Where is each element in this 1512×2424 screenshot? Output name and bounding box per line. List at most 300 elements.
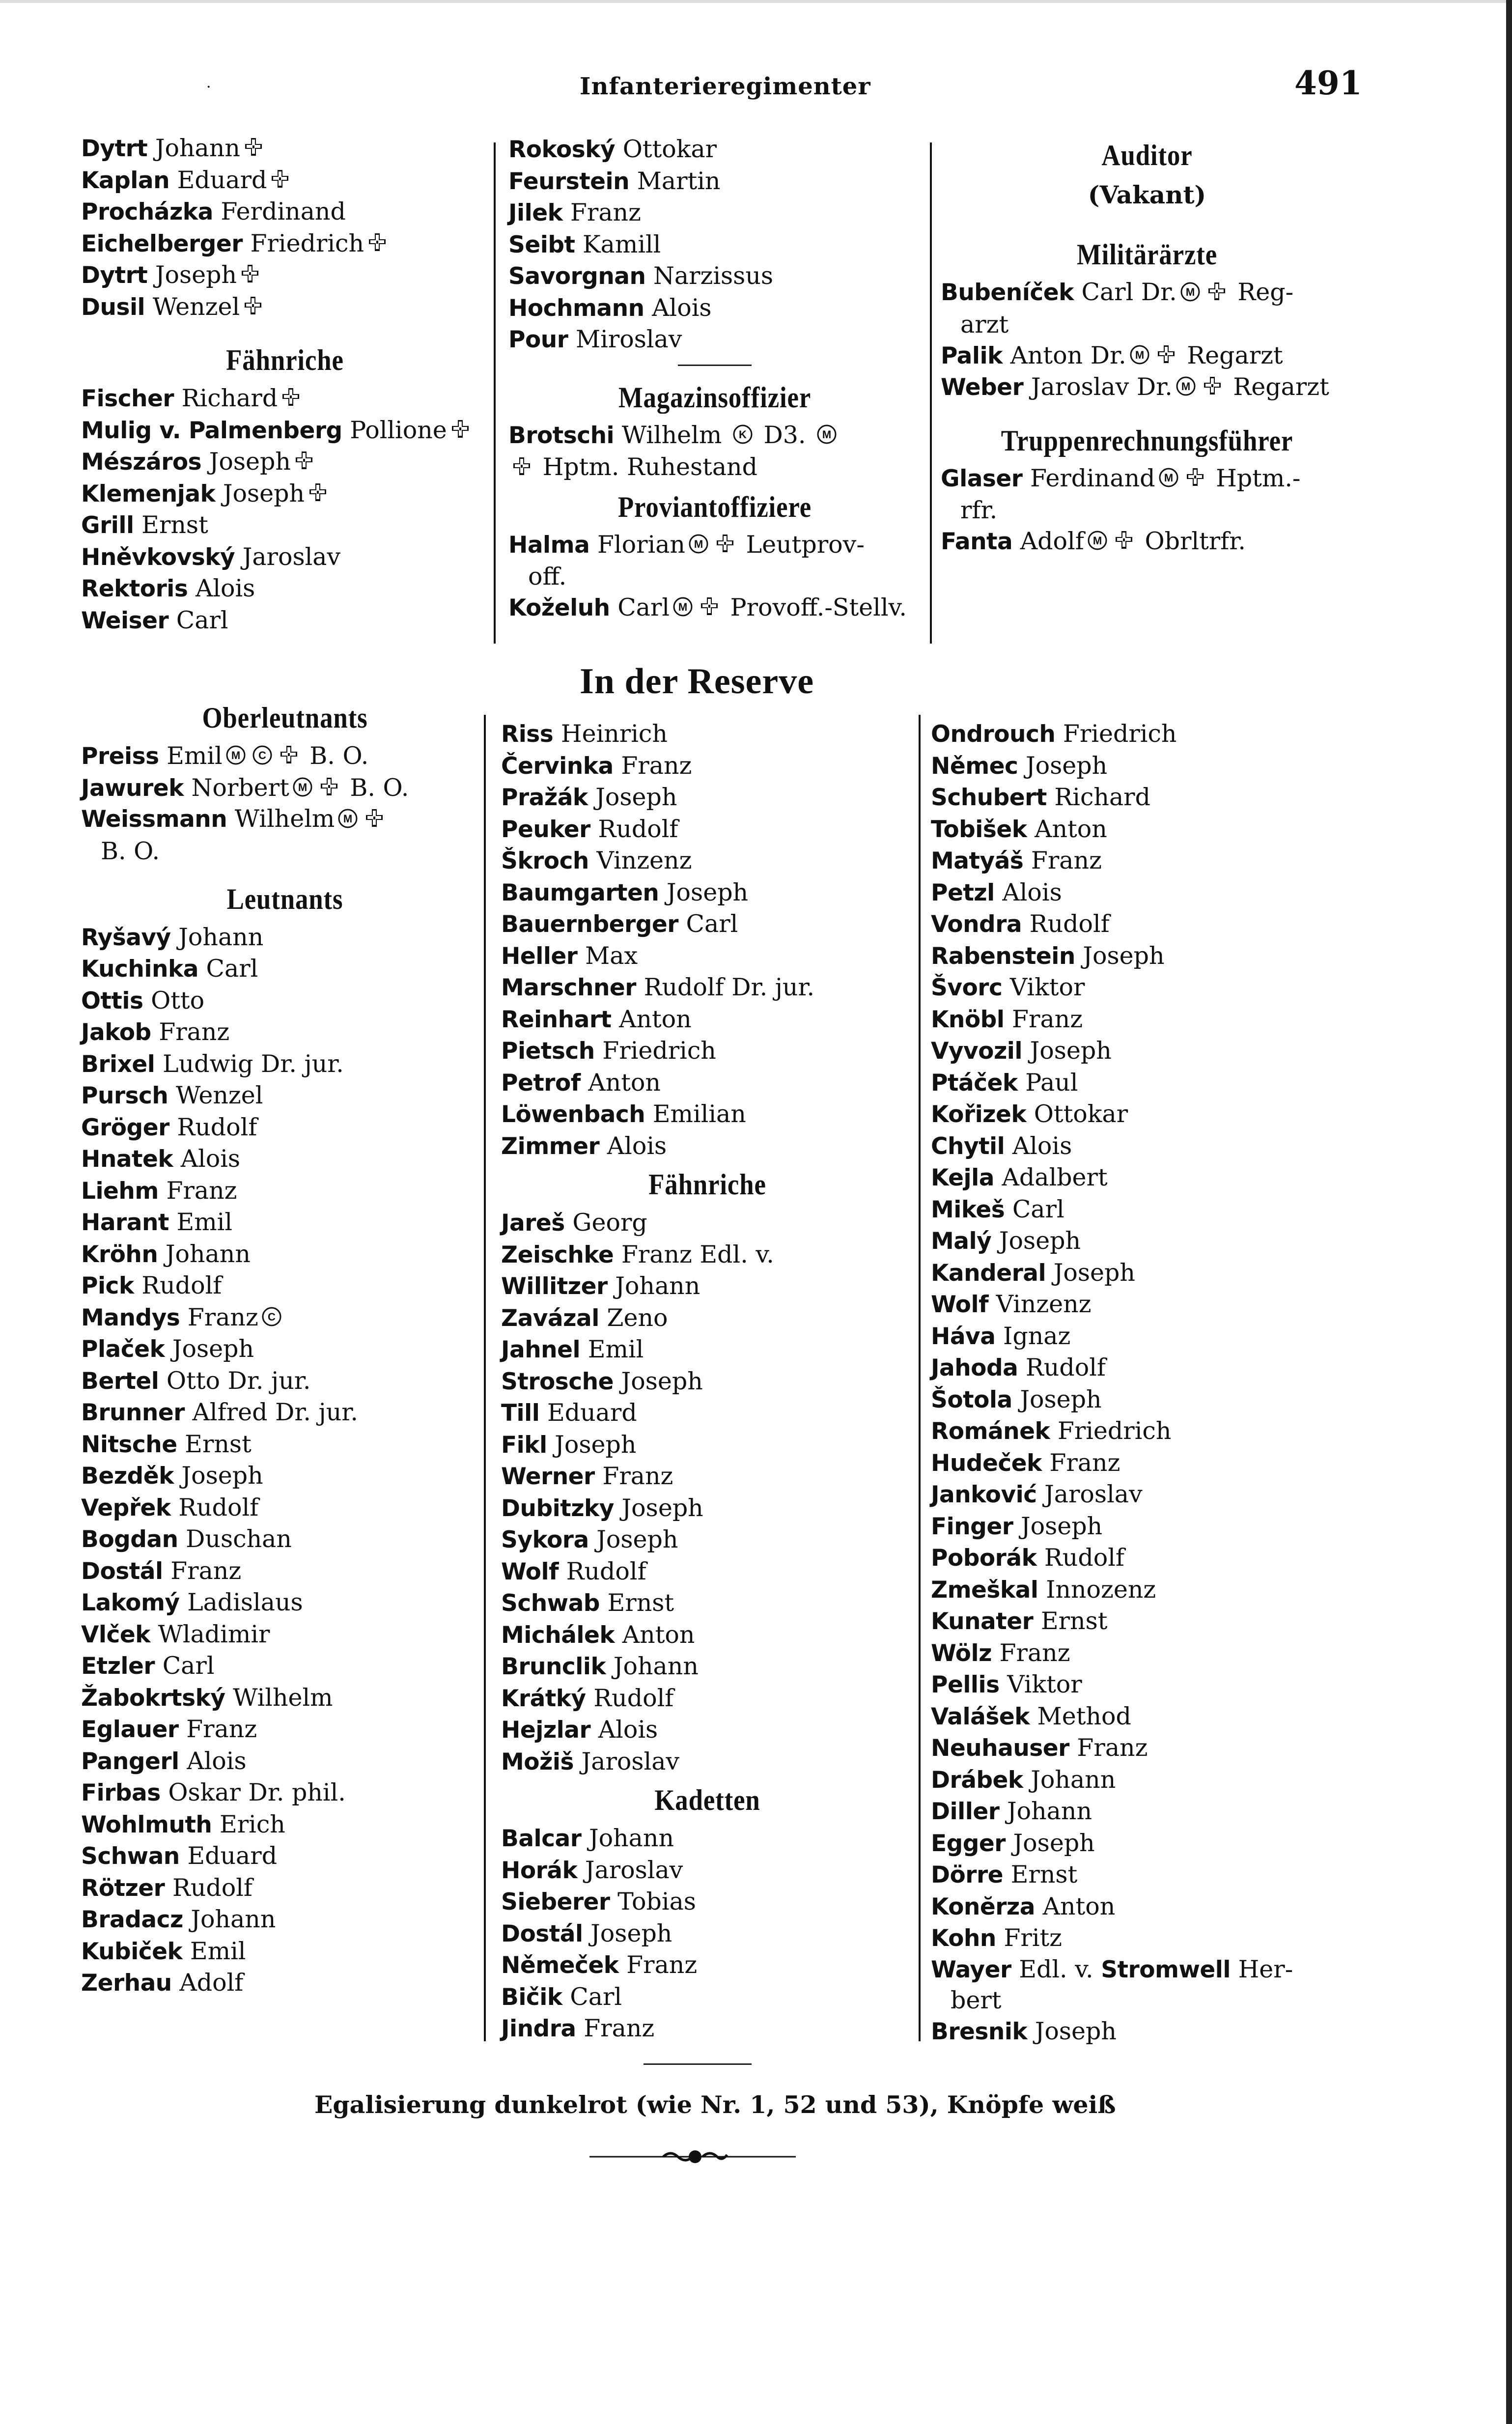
given-name: Otto [151,986,205,1015]
given-name: Vinzenz [596,846,692,874]
surname: Fischer [81,385,174,412]
surname: Kubiček [81,1938,183,1965]
given-name: Joseph [1020,1385,1102,1413]
surname: Bogdan [81,1526,178,1553]
given-name: Rudolf [177,1113,257,1141]
given-name: Vinzenz [996,1290,1092,1318]
rank-note: Hptm.- [1216,464,1301,492]
m-badge-icon [225,742,246,774]
c-badge-icon [252,742,273,774]
section-title: Oberleutnants [202,702,368,734]
list-item [81,478,489,510]
surname: Ottis [81,987,143,1015]
given-name: Erich [219,1810,285,1838]
surname: Kořizek [931,1101,1027,1128]
cross-icon [364,806,385,836]
section-title: Proviantoffiziere [617,490,812,523]
list-item [81,1080,489,1112]
surname: Jahnel [501,1336,581,1363]
list-item [501,1429,914,1461]
list-item [81,1746,489,1777]
list-item [931,1194,1344,1226]
list-item [81,133,489,165]
surname-extra: Stromwell [1101,1956,1231,1983]
surname: Matyáš [931,847,1024,874]
list-item [931,1004,1344,1036]
svg-text:M: M [822,428,832,441]
list-item [81,1365,489,1397]
given-name: Franz [159,1018,230,1046]
list-item [931,1384,1344,1416]
surname: Hochmann [508,294,644,322]
list-item [501,1886,914,1918]
rank-note: Obrltrfr. [1145,527,1246,555]
surname: Konĕrza [931,1893,1035,1920]
list-item [931,1859,1344,1891]
list-item [501,1397,914,1429]
list-item [501,1461,914,1493]
given-name: Franz [170,1556,242,1585]
surname: Zerhau [81,1970,172,1997]
entry-magazin: Brotschi Wilhelm K D3. M Hptm. Ruhestand [508,420,921,484]
header-dot: · [206,79,211,96]
given-name: Franz Edl. v. [621,1240,774,1268]
given-name: Wilhelm [234,805,335,833]
given-name: Carl [206,955,258,983]
given-name: Innozenz [1046,1575,1156,1604]
list-item [81,1460,489,1492]
footer-note: Egalisierung dunkelrot (wie Nr. 1, 52 und 53), Knöpfe weiß [314,2090,1116,2119]
name-list [931,718,1344,2047]
list-item [931,1035,1344,1067]
surname: Kanderal [931,1259,1046,1287]
rank-note-cont: off. [528,563,567,591]
given-name: Joseph [999,1227,1081,1255]
section-title: Fähnriche [648,1168,766,1201]
list-item [501,1239,914,1271]
given-name: Joseph [1026,751,1108,780]
section-title: Militärärzte [1076,238,1218,271]
list-item [81,1270,489,1302]
list-item [81,740,489,772]
list-item [941,463,1353,526]
given-name: Rudolf [1029,910,1110,938]
surname: Egger [931,1830,1006,1857]
list-item [81,1619,489,1651]
given-name: Franz [999,1638,1070,1667]
given-name: Kamill [583,230,661,258]
given-name: Alfred Dr. jur. [192,1398,358,1426]
rank-note-cont: rfr. [960,496,998,524]
list-item [931,1162,1344,1194]
cross-icon [450,416,471,448]
given-name: Adolf [1020,527,1084,555]
surname: Dostál [501,1920,583,1947]
list-item [501,908,914,940]
surname: Wayer [931,1956,1011,1983]
given-name: Ludwig Dr. jur. [163,1049,344,1078]
given-name: Zeno [607,1303,668,1332]
given-name: Viktor [1009,973,1085,1001]
given-name: Joseph [155,261,237,289]
section-title: Magazinsoffizier [618,381,812,414]
given-name: Ernst [141,511,208,539]
list-item [81,1016,489,1048]
surname: Kohn [931,1925,996,1952]
surname: Jareš [501,1210,565,1237]
svg-text:M: M [1092,535,1102,547]
column-3-bottom [931,718,1344,2047]
surname: Procházka [81,198,213,225]
surname: Rokoský [508,136,616,163]
surname: Škroch [501,847,589,874]
list-item [501,1302,914,1334]
surname: Hejzlar [501,1717,591,1744]
surname: Etzler [81,1653,155,1680]
given-name: Anton [588,1068,661,1097]
given-name: Joseph [223,479,305,507]
list-item [81,1048,489,1080]
list-item [931,1606,1344,1637]
given-name: Pollione [350,416,447,444]
rank-note: Leutprov- [746,530,865,559]
given-name: Alois [607,1131,667,1160]
given-name: Emil [588,1335,644,1363]
given-name: Wenzel [152,292,240,321]
list-item [81,446,489,478]
given-name: Carl [617,593,670,621]
surname: Petrof [501,1069,581,1097]
name-list [501,1823,914,2045]
given-name: Ernst [1040,1607,1108,1635]
given-name: Joseph [209,448,291,476]
given-name: Rudolf [172,1873,253,1902]
list-item [931,908,1344,940]
list-item [501,1099,914,1130]
given-name: Wilhelm [233,1683,333,1712]
surname: Možiš [501,1748,574,1776]
given-name: Viktor [1007,1670,1082,1698]
given-name: Franz [602,1462,673,1490]
name-list [501,718,914,1162]
surname: Vepřek [81,1494,171,1522]
surname: Mészáros [81,449,202,476]
list-item [931,1701,1344,1733]
given-name: Ernst [185,1430,252,1458]
surname: Pellis [931,1671,1000,1698]
given-name: Alois [1012,1131,1072,1160]
given-name: Carl [686,910,738,938]
list-item [501,1981,914,2013]
given-name: Rudolf [566,1557,646,1585]
list-item [501,1651,914,1683]
list-item [81,291,489,323]
surname: Wolf [501,1558,559,1585]
list-item [501,1714,914,1746]
surname: Mulig v. Palmenberg [81,417,342,444]
section-rule [678,365,752,366]
list-item [501,1683,914,1715]
surname: Baumgarten [501,879,659,906]
cross-icon [1206,279,1227,310]
given-name: Joseph [172,1335,254,1363]
rank-note: Reg- [1237,278,1294,306]
surname: Bresnik [931,2018,1028,2045]
list-item [501,940,914,972]
surname: Horák [501,1857,578,1884]
list-item [941,371,1353,403]
list-item [81,196,489,228]
given-name: Anton [1042,1892,1116,1920]
given-name: Ottokar [622,135,717,163]
given-name: Johann [1007,1797,1092,1825]
given-name: Alois [598,1716,658,1744]
cross-icon [1202,373,1223,405]
given-name: Tobias [617,1888,696,1916]
given-name: Johann [165,1240,251,1268]
surname: Jawurek [81,774,184,802]
list-item [501,1855,914,1887]
given-name: Alois [1002,878,1062,906]
given-name: Carl [176,606,228,634]
given-name: Franz [570,198,641,226]
list-item [81,1872,489,1904]
list-item [81,804,489,867]
given-name: Heinrich [560,720,668,748]
rank-note-cont: bert [951,1986,1002,2014]
given-name: Oskar Dr. phil. [168,1778,346,1806]
given-name: Ferdinand [1030,464,1155,492]
given-name: Ignaz [1003,1322,1071,1350]
surname: Harant [81,1209,169,1236]
given-name: Edl. v. [1019,1955,1093,1983]
given-name: Norbert [191,773,289,802]
list-item [931,1415,1344,1447]
given-name: Franz [1077,1734,1148,1762]
given-name: Anton Dr. [1010,341,1126,369]
given-name: Miroslav [575,325,682,353]
list-item [81,1429,489,1461]
given-name: Joseph [1030,1037,1112,1065]
column-divider-1 [494,142,496,644]
name-list [81,383,489,636]
svg-text:M: M [298,781,307,793]
given-name: Joseph [596,1525,678,1553]
surname: Švorc [931,974,1003,1001]
list-item [501,877,914,909]
surname: Fikl [501,1431,547,1459]
svg-text:M: M [694,538,703,550]
cross-icon [240,261,260,293]
surname: Knöbl [931,1006,1005,1033]
cross-icon [279,742,299,774]
given-name: Rudolf [593,1684,674,1712]
column-divider-2 [930,142,932,644]
page-edge-top [0,0,1512,3]
rank-note: Her- [1238,1955,1293,1983]
surname: Malý [931,1228,992,1255]
cross-icon [1114,527,1134,559]
surname: Feurstein [508,168,630,195]
list-item [931,782,1344,814]
section-title-reserve: In der Reserve [580,661,814,702]
given-name: Alois [180,1145,241,1173]
surname: Šotola [931,1386,1012,1413]
list-item [931,1067,1344,1099]
list-item [941,277,1353,340]
given-name: Johann [615,1272,700,1300]
given-name: Wladimir [158,1620,270,1648]
list-item [931,845,1344,877]
list-item [931,1511,1344,1543]
surname: Finger [931,1513,1013,1540]
given-name: Carl Dr. [1081,278,1177,306]
given-name: Johann [588,1824,674,1852]
surname: Wolf [931,1291,989,1318]
surname: Dörre [931,1861,1004,1888]
surname: Preiss [81,743,159,770]
list-item [501,782,914,814]
surname: Valášek [931,1703,1030,1730]
surname: Brixel [81,1050,155,1078]
list-item [931,1321,1344,1353]
rank-note: Provoff.-Stellv. [730,593,907,621]
given-name: Florian [597,530,685,559]
given-name: Friedrich [1057,1417,1172,1445]
list-item [931,718,1344,750]
given-name: Joseph [590,1919,672,1947]
surname: Zimmer [501,1132,600,1160]
surname: Balcar [501,1825,582,1852]
surname: Kuchinka [81,956,198,983]
surname: Tobišek [931,816,1027,843]
surname: Brunner [81,1399,185,1426]
surname: Krátký [501,1685,586,1712]
given-name: Franz [166,1176,237,1205]
list-item [501,1366,914,1398]
surname: Palik [941,342,1003,369]
surname: Fanta [941,528,1013,555]
column-2-bottom [501,718,914,2045]
svg-text:M: M [678,601,688,614]
given-name: Jaroslav [1044,1480,1143,1508]
surname: Jindra [501,2015,576,2042]
list-item [81,1239,489,1270]
given-name: Alois [187,1747,247,1775]
given-name: Franz [1012,1005,1083,1033]
column-1 [81,133,489,1999]
list-item [501,1334,914,1366]
given-name: Max [585,941,638,970]
list-item [508,197,921,229]
name-list [508,530,921,624]
surname: Gröger [81,1114,169,1141]
list-item [81,1587,489,1619]
surname: Bubeníček [941,279,1074,306]
m-badge-icon [1087,527,1108,559]
surname: Rektoris [81,575,188,602]
list-item [501,1619,914,1651]
list-item [931,1891,1344,1923]
k-badge-icon [732,422,753,452]
list-item [508,324,921,356]
list-item [501,1524,914,1556]
given-name: Jaroslav [581,1747,680,1776]
surname: Michálek [501,1621,615,1649]
list-item [931,1669,1344,1701]
surname: Bezděk [81,1463,174,1490]
surname: Pražák [501,784,588,811]
given-name: Emilian [652,1100,746,1128]
name-list [81,922,489,1999]
list-item [81,922,489,954]
given-name: Johann [178,923,264,951]
svg-text:M: M [231,749,240,762]
cross-icon [1185,465,1205,495]
list-item [81,165,489,197]
list-item [941,340,1353,372]
column-3-top [941,133,1353,558]
column-divider-4 [919,715,921,2041]
given-name: Franz [187,1303,258,1331]
m-badge-icon [1129,341,1150,373]
given-name: Franz [1031,846,1102,874]
given-name: Fritz [1004,1924,1062,1952]
surname: Sykora [501,1526,589,1553]
list-item [81,1492,489,1524]
surname: Wohlmuth [81,1811,212,1838]
cross-icon [280,384,301,416]
given-name: Jaroslav Dr. [1031,373,1173,401]
surname: Grill [81,512,134,539]
list-item [81,1523,489,1555]
surname: Románek [931,1418,1050,1445]
ornament-icon [589,2142,796,2171]
m-badge-icon [1180,279,1201,310]
list-item [501,2013,914,2045]
rank-note: B. O. [309,742,369,770]
given-name: Anton [1035,815,1107,843]
given-name: Eduard [177,166,267,194]
name-list [81,133,489,323]
m-badge-icon [688,531,709,562]
given-name: Alois [195,574,255,602]
list-item [81,985,489,1017]
name-list [501,1207,914,1777]
list-item [931,1828,1344,1860]
list-item [931,1289,1344,1321]
given-name: Anton [619,1005,692,1033]
surname: Bičik [501,1983,562,2011]
surname: Němec [931,752,1018,780]
cross-icon [270,166,290,198]
given-name: Joseph [1083,941,1165,970]
surname: Bradacz [81,1906,183,1933]
list-item [508,592,921,624]
list-item [81,605,489,637]
surname: Hněvkovský [81,543,235,571]
given-name: Franz [626,1951,698,1979]
section-title: Kadetten [654,1784,760,1816]
list-item [81,1904,489,1936]
given-name: Duschan [186,1525,292,1553]
list-item [931,750,1344,782]
surname: Lakomý [81,1589,180,1616]
cross-icon [243,293,263,325]
given-name: Joseph [621,1367,703,1395]
given-name: Friedrich [1063,720,1177,748]
cross-icon [1156,341,1176,373]
